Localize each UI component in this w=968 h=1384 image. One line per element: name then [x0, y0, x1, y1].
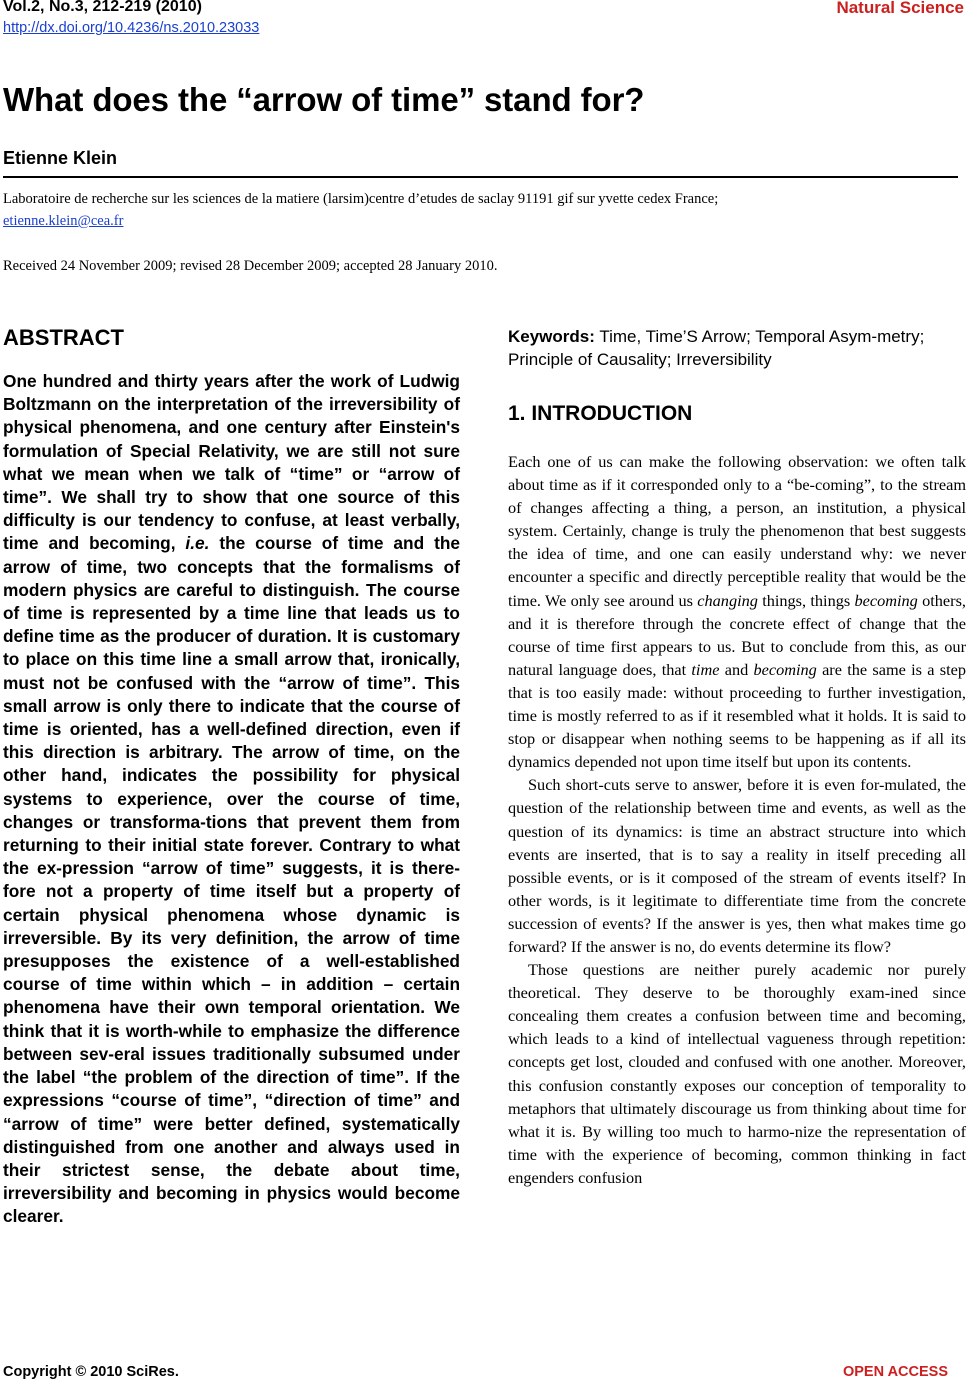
intro-p1-emph-becoming-2: becoming	[753, 659, 817, 679]
doi-link[interactable]: http://dx.doi.org/10.4236/ns.2010.23033	[3, 20, 260, 36]
abstract-heading: ABSTRACT	[3, 325, 124, 350]
received-dates: Received 24 November 2009; revised 28 December 2009; accepted 28 January 2010.	[3, 258, 498, 274]
keywords	[508, 325, 966, 371]
intro-p1-text-a: Each one of us can make the following observation: we often talk about time as if it corresponded only to a “be-coming”, to the stream of changes affecting a thing, a person, an institution, a physical system. Certainly, change is truly the phenomenon that best suggests the idea of time, and one can easily understand why: we never encounter a specific and directly perceptible reality that would be the time. We only see around us	[508, 452, 966, 610]
journal-name: Natural Science	[836, 0, 964, 17]
abstract-body	[3, 370, 460, 1229]
introduction-body	[508, 450, 966, 1189]
keywords-text: Time, Time’S Arrow; Temporal Asym-metry; Principle of Causality; Irreversibility	[508, 327, 925, 369]
keywords-label: Keywords:	[508, 327, 595, 346]
open-access-label: OPEN ACCESS	[842, 1364, 948, 1380]
intro-paragraph-1	[508, 450, 966, 773]
intro-p1-text-d: and	[719, 659, 754, 679]
intro-paragraph-2: Such short-cuts serve to answer, before it is even for-mulated, the question of the relationship between time and events, as well as the question of its dynamics: is time an abstract structure into which events are inserted, that is to say a reality in itself preceding all possible events, or is it composed of the stream of events itself? In other words, is it legitimate to differentiate time from the concrete succession of events? If the answer is yes, then what makes time go forward? If the answer is no, do events determine its flow?	[508, 775, 966, 956]
intro-p1-text-b: things, things	[757, 590, 855, 610]
intro-p1-text-c: others, and it is therefore through the concrete effect of change that the course of time first appears to us. But to conclude from this, as our natural language does, that	[508, 590, 966, 679]
title-divider	[3, 176, 958, 178]
intro-paragraph-3: Those questions are neither purely academic nor purely theoretical. They deserve to be thoroughly exam-ined since concealing them creates a confusion between time and becoming, which leads to a kind of intellectual vagueness through repetition: concepts get lost, clouded and confused with one another. Moreover, this confusion constantly exposes our conception of temporality to metaphors that ultimately discourage us from thinking about time for what it is. By willing too much to harmo-nize the representation of time with the experience of becoming, common thinking in fact engenders confusion	[508, 960, 966, 1187]
intro-p1-emph-becoming: becoming	[854, 590, 918, 610]
introduction-heading: 1. INTRODUCTION	[508, 402, 693, 425]
author-email-link[interactable]: etienne.klein@cea.fr	[3, 213, 124, 229]
intro-p1-emph-time: time	[691, 659, 720, 679]
abstract-ie: i.e.	[185, 533, 210, 554]
paper-title: What does the “arrow of time” stand for?	[3, 81, 645, 118]
abstract-text-part-2: the course of time and the arrow of time, two concepts that the formalisms of modern physics are careful to distinguish. The course of time is represented by a time line that leads us to define time as the producer of duration. It is customary to place on this time line a small arrow that, ironically, must not be confused with the “arrow of time”. This small arrow is only there to indicate that the course of time is oriented, has a well-defined direction, even if this direction is arbitrary. The arrow of time, on the other hand, indicates the possibility for physical systems to experience, over the course of time, changes or transforma-tions that prevent them from returning to their initial state forever. Contrary to what the ex-pression “arrow of time” suggests, it is there-fore not a property of time itself but a property of certain physical phenomena whose dynamic is irreversible. By its very definition, the arrow of time presupposes the existence of a well-established course of time within which – in addition – certain phenomena have their own temporal orientation. We think that it is worth-while to emphasize the difference between sev-eral issues traditionally subsumed under the label “the problem of the direction of time”. If the expressions “course of time”, “direction of time” and “arrow of time” were better defined, systematically distinguished from one another and always used in their strictest sense, the debate about time, irreversibility and becoming in physics would become clearer.	[3, 533, 460, 1227]
affiliation: Laboratoire de recherche sur les sciences de la matiere (larsim)centre d’etudes de saclay 91191 gif sur yvette cedex France;	[3, 191, 719, 207]
author-name: Etienne Klein	[3, 148, 118, 168]
abstract-text-part-1: One hundred and thirty years after the work of Ludwig Boltzmann on the interpretation of the irreversibility of physical phenomena, and one century after Einstein's formulation of Special Relativity, we are still not sure what we mean when we talk of “time” or “arrow of time”. We shall try to show that one source of this difficulty is our tendency to confuse, at least verbally, time and becoming,	[3, 371, 460, 554]
intro-p1-emph-changing: changing	[697, 590, 758, 610]
journal-reference: Vol.2, No.3, 212-219 (2010)	[3, 0, 202, 15]
intro-p1-text-e: are the same is a step that is too easily made: without proceeding to further investigation, time is mostly referred to as if it resembled what it holds. It is said to stop or disappear when nothing seems to be happening as if all its dynamics depended not upon time itself but upon its contents.	[508, 659, 966, 772]
copyright-notice: Copyright © 2010 SciRes.	[3, 1364, 179, 1380]
